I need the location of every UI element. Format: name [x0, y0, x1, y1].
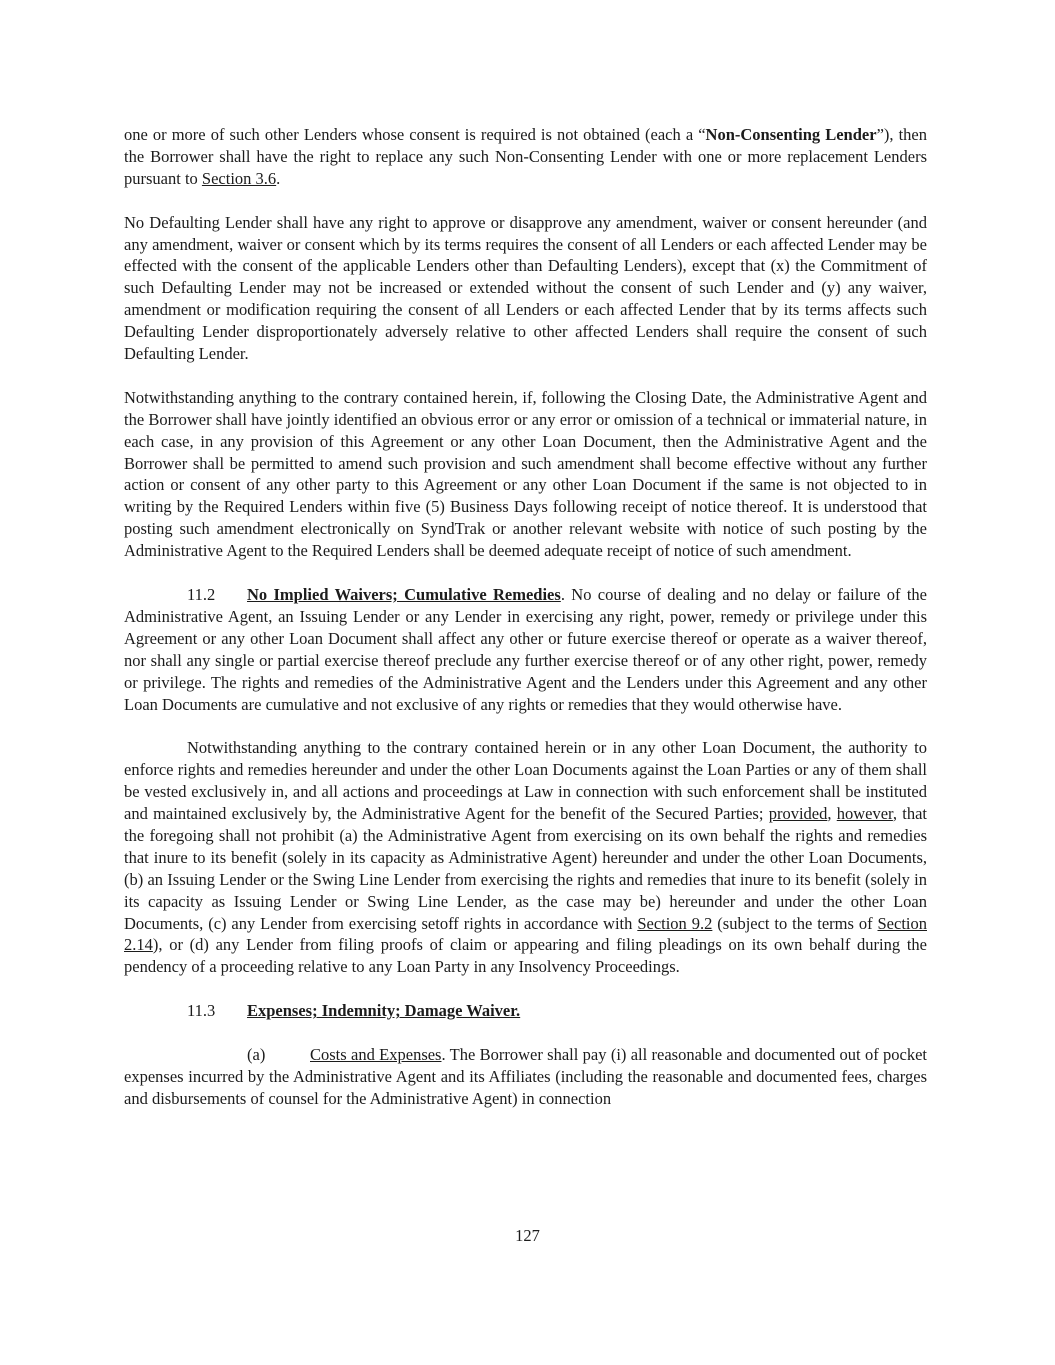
paragraph-obvious-error: Notwithstanding anything to the contrary contained herein, if, following the Closing Date, the Administrative Agent and the Borrower shall have jointly identified an obvious error or any error or omission of a technical or immaterial nature, in each case, in any provision of this Agreement or any other Loan Document, then the Administrative Agent and the Borrower shall be permitted to amend such provision and such amendment shall become effective without any further action or consent of any other party to this Agreement or any other Loan Document if the same is not objected to in writing by the Required Lenders within five (5) Business Days following receipt of notice thereof. It is understood that posting such amendment electronically on SyndTrak or another relevant website with notice of such posting by the Administrative Agent to the Required Lenders shall be deemed adequate receipt of notice of such amendment.: [124, 387, 927, 561]
section-number: 11.3: [187, 1001, 216, 1021]
page-number: 127: [515, 1226, 540, 1245]
section-11-3: [124, 1000, 927, 1022]
clause-label: (a): [247, 1044, 266, 1064]
section-reference-link[interactable]: Section 9.2: [637, 913, 713, 933]
section-number: 11.2: [187, 584, 216, 604]
section-heading: No Implied Waivers; Cumulative Remedies: [247, 584, 561, 604]
document-page: [124, 124, 927, 1132]
defined-term: Non-Consenting Lender: [705, 125, 877, 144]
clause-heading: Costs and Expenses: [310, 1044, 442, 1064]
however-term: however: [836, 804, 893, 824]
paragraph-non-consenting-lender: one or more of such other Lenders whose consent is required is not obtained (each a “Non-Consenting Lender”), then the Borrower shall have the right to replace any such Non-Consenting Lender with one or more replacement Lenders pursuant to Section 3.6.: [124, 125, 927, 188]
section-reference-link[interactable]: Section 2.14: [124, 913, 927, 955]
paragraph-enforcement-authority: Notwithstanding anything to the contrary contained herein or in any other Loan Document, the authority to enforce rights and remedies hereunder and under the other Loan Documents against the Loan Parties or any of them shall be vested exclusively in, and all actions and proceedings at Law in connection with such enforcement shall be instituted and maintained exclusively by, the Administrative Agent for the benefit of the Secured Parties; provided, however, that the foregoing shall not prohibit (a) the Administrative Agent from exercising on its own behalf the rights and remedies that inure to its benefit (solely in its capacity as Administrative Agent) hereunder and under the other Loan Documents, (b) an Issuing Lender or the Swing Line Lender from exercising the rights and remedies that inure to its benefit (solely in its capacity as Issuing Lender or Swing Line Lender, as the case may be) hereunder and under the other Loan Documents, (c) any Lender from exercising setoff rights in accordance with Section 9.2 (subject to the terms of Section 2.14), or (d) any Lender from filing proofs of claim or appearing and filing pleadings on its own behalf during the pendency of a proceeding relative to any Loan Party in any Insolvency Proceedings.: [124, 738, 928, 977]
provided-term: provided: [768, 804, 828, 824]
section-reference-link[interactable]: Section 3.6: [201, 168, 277, 188]
section-11-2: 11.2 No Implied Waivers; Cumulative Remedies. No course of dealing and no delay or failure of the Administrative Agent, an Issuing Lender or any Lender in exercising any right, power, remedy or privilege under this Agreement or any other Loan Document shall affect any other or future exercise thereof or operate as a waiver thereof, nor shall any single or partial exercise thereof preclude any further exercise thereof or of any other right, power, remedy or privilege. The rights and remedies of the Administrative Agent and the Lenders under this Agreement and any other Loan Documents are cumulative and not exclusive of any rights or remedies that they would otherwise have.: [124, 584, 928, 714]
paragraph-costs-and-expenses: (a) Costs and Expenses. The Borrower shall pay (i) all reasonable and documented out of pocket expenses incurred by the Administrative Agent and its Affiliates (including the reasonable and documented fees, charges and disbursements of counsel for the Administrative Agent) in connection: [124, 1044, 927, 1108]
section-heading: Expenses; Indemnity; Damage Waiver.: [247, 1001, 521, 1021]
paragraph-defaulting-lender: No Defaulting Lender shall have any right to approve or disapprove any amendment, waiver or consent hereunder (and any amendment, waiver or consent which by its terms requires the consent of all Lenders or each affected Lender may be effected with the consent of the applicable Lenders other than Defaulting Lenders), except that (x) the Commitment of such Defaulting Lender may not be increased or extended without the consent of such Lender and (y) any waiver, amendment or modification requiring the consent of all Lenders or each affected Lender that by its terms affects such Defaulting Lender disproportionately adversely relative to other affected Lenders shall require the consent of such Defaulting Lender.: [124, 212, 927, 364]
